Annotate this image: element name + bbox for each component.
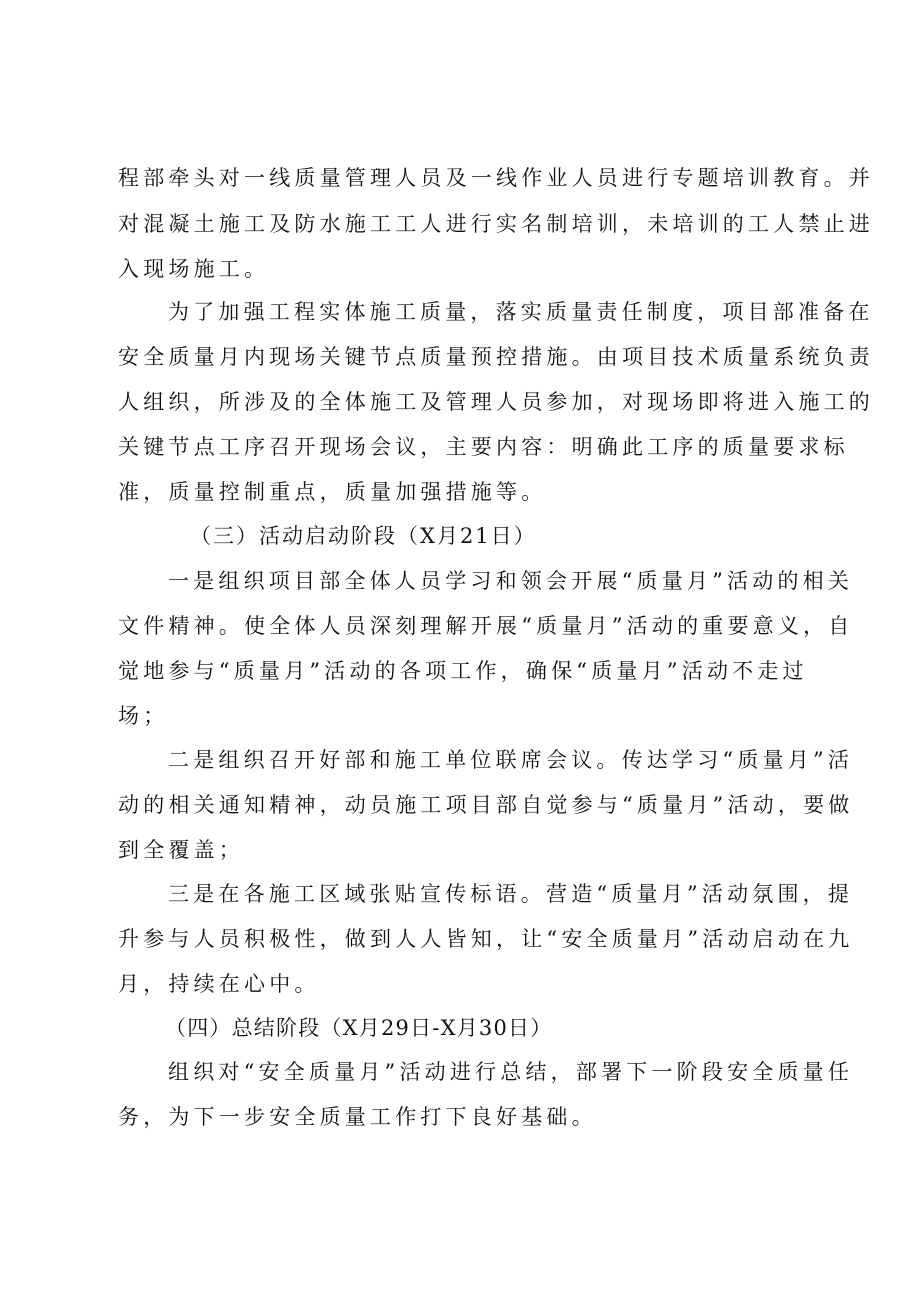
text-line: 为了加强工程实体施工质量，落实质量责任制度，项目部准备在 [168,300,874,324]
text-line: 入现场施工。 [118,257,270,281]
text-line: 对混凝土施工及防水施工工人进行实名制培训，未培训的工人禁止进 [118,212,874,236]
text-line: 程部牵头对一线质量管理人员及一线作业人员进行专题培训教育。并 [118,166,874,190]
text-line: 升参与人员积极性，做到人人皆知，让“安全质量月”活动启动在九 [118,927,854,951]
text-line: 觉地参与“质量月”活动的各项工作，确保“质量月”活动不走过 [118,659,808,683]
text-line: 动的相关通知精神，动员施工项目部自觉参与“质量月”活动，要做 [118,793,854,817]
text-line: 准，质量控制重点，质量加强措施等。 [118,480,547,504]
section-heading: （三）活动启动阶段（X月21日） [190,524,537,548]
section-heading: （四）总结阶段（X月29日-X月30日） [165,1016,553,1040]
text-line: 人组织，所涉及的全体施工及管理人员参加，对现场即将进入施工的 [118,390,874,414]
text-line: 到全覆盖； [118,838,244,862]
text-line: 二是组织召开好部和施工单位联席会议。传达学习“质量月”活 [168,748,854,772]
text-line: 月，持续在心中。 [118,972,320,996]
text-line: 三是在各施工区域张贴宣传标语。营造“质量月”活动氛围，提 [168,882,854,906]
text-line: 关键节点工序召开现场会议，主要内容：明确此工序的质量要求标 [118,435,849,459]
text-line: 文件精神。使全体人员深刻理解开展“质量月”活动的重要意义，自 [118,614,854,638]
text-line: 组织对“安全质量月”活动进行总结，部署下一阶段安全质量任 [168,1060,854,1084]
text-line: 一是组织项目部全体人员学习和领会开展“质量月”活动的相关 [168,569,854,593]
text-line: 场； [118,704,169,728]
text-line: 安全质量月内现场关键节点质量预控措施。由项目技术质量系统负责 [118,345,874,369]
text-line: 务，为下一步安全质量工作打下良好基础。 [118,1105,597,1129]
